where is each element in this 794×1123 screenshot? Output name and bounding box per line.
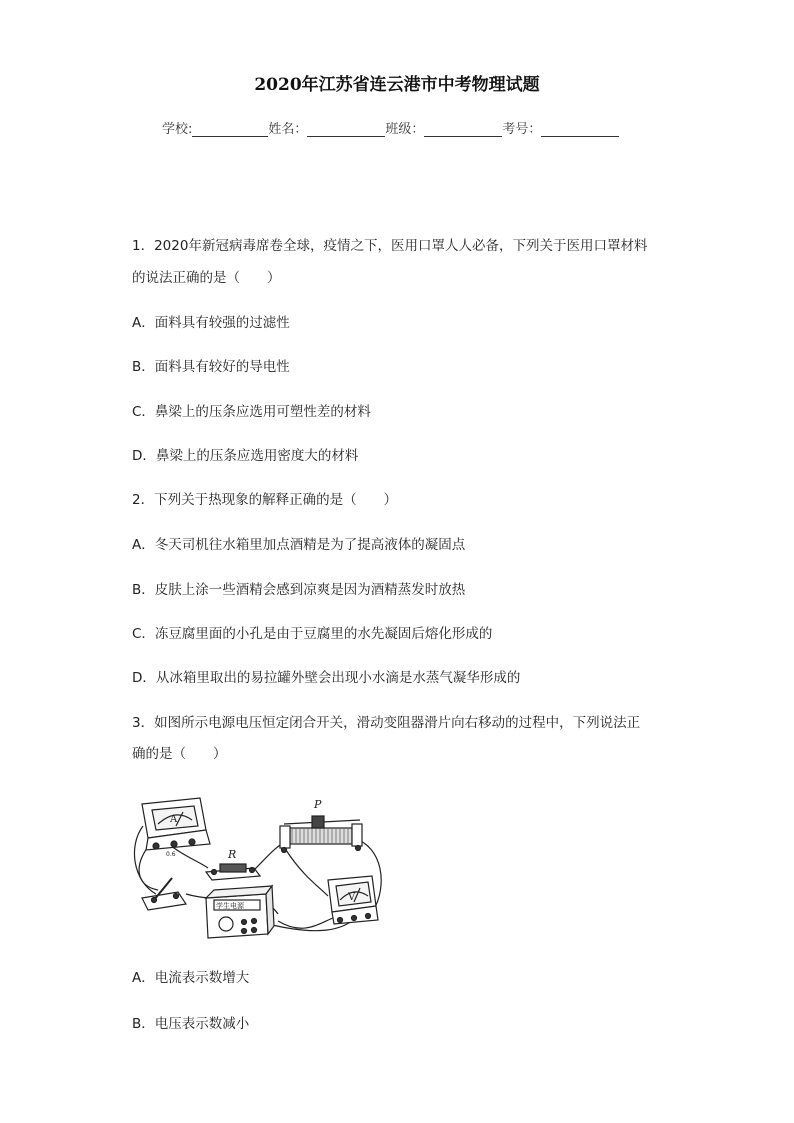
question-2-option-c: C．冻豆腐里面的小孔是由于豆腐里的水先凝固后熔化形成的	[132, 626, 493, 642]
power-supply-label: 学生电源	[216, 902, 244, 910]
question-2-stem: 2．下列关于热现象的解释正确的是（ ）	[132, 492, 398, 508]
question-1-option-a: A．面料具有较强的过滤性	[132, 315, 290, 331]
class-blank	[424, 122, 502, 137]
question-3-stem-line-1: 3．如图所示电源电压恒定闭合开关，滑动变阻器滑片向右移动的过程中，下列说法正	[132, 715, 641, 731]
question-2-option-a: A．冬天司机往水箱里加点酒精是为了提高液体的凝固点	[132, 537, 466, 553]
ammeter-scale-label: 0.6	[166, 851, 176, 858]
exam-no-blank	[541, 122, 619, 137]
question-3-option-b: B．电压表示数减小	[132, 1016, 250, 1032]
student-info-row	[162, 118, 619, 137]
resistor	[206, 864, 260, 880]
exam-no-label: 考号：	[502, 122, 542, 137]
class-label: 班级：	[385, 122, 425, 137]
slider-label: P	[314, 798, 322, 811]
rheostat	[280, 816, 362, 853]
page-title: 2020年江苏省连云港市中考物理试题	[254, 75, 540, 95]
wire	[278, 918, 333, 928]
question-1-stem-line-1: 1．2020年新冠病毒席卷全球，疫情之下，医用口罩人人必备，下列关于医用口罩材料	[132, 238, 648, 254]
power-supply	[206, 886, 274, 938]
question-2-option-d: D．从冰箱里取出的易拉罐外壁会出现小水滴是水蒸气凝华形成的	[132, 670, 521, 686]
switch	[142, 878, 186, 910]
question-1-option-c: C．鼻梁上的压条应选用可塑性差的材料	[132, 404, 371, 420]
question-3-stem-line-2: 确的是（ ）	[132, 746, 227, 762]
school-label: 学校:	[162, 122, 193, 137]
ammeter-label: A	[170, 814, 178, 825]
wire	[286, 850, 328, 896]
resistor-label: R	[228, 848, 237, 861]
school-blank	[192, 122, 268, 137]
question-1-option-d: D．鼻梁上的压条应选用密度大的材料	[132, 448, 359, 464]
voltmeter-label: V	[348, 892, 356, 903]
name-blank	[307, 122, 385, 137]
wire	[139, 844, 158, 890]
question-2-option-b: B．皮肤上涂一些酒精会感到凉爽是因为酒精蒸发时放热	[132, 582, 466, 598]
question-3-option-a: A．电流表示数增大	[132, 970, 250, 986]
question-1-option-b: B．面料具有较好的导电性	[132, 359, 290, 375]
circuit-figure	[128, 786, 390, 944]
question-1-stem-line-2: 的说法正确的是（ ）	[132, 270, 281, 286]
name-label: 姓名：	[268, 122, 308, 137]
